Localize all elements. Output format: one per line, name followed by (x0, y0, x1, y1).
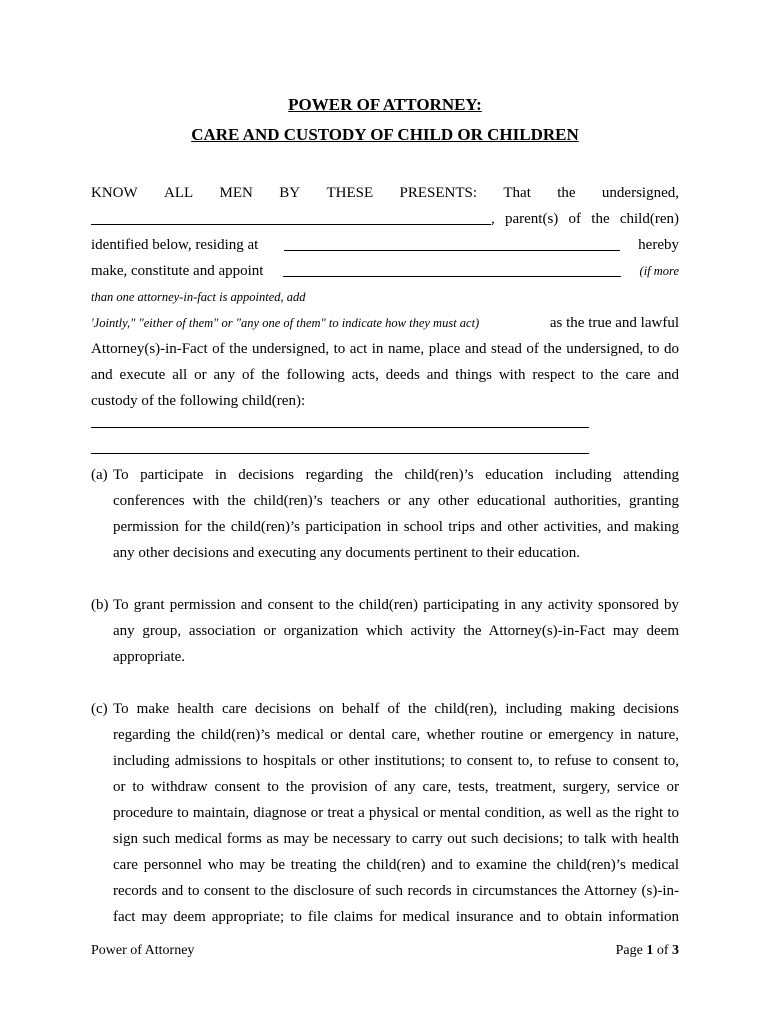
intro-line-1: KNOW ALL MEN BY THESE PRESENTS: That the undersigned, (91, 185, 679, 201)
intro-line-2: , parent(s) of the child(ren) (91, 206, 679, 232)
intro-line-6: 'Jointly," "either of them" or "any one of them" to indicate how they must act) as the true and lawful (91, 315, 679, 331)
child-name-blank-2[interactable] (91, 453, 589, 454)
parent-name-blank[interactable] (91, 206, 491, 225)
intro-line-5: than one attorney-in-fact is appointed, add (91, 290, 306, 304)
footer-title: Power of Attorney (91, 943, 195, 958)
attorney-in-fact-blank[interactable] (283, 258, 621, 277)
intro-line-9: custody of the following child(ren): (91, 393, 306, 409)
intro-line-4: make, constitute and appoint (if more (91, 258, 679, 284)
intro-paragraph (91, 180, 679, 414)
item-label: (c) (91, 701, 108, 717)
item-a: (a) To participate in decisions regarding the child(ren)’s education including attending conferences with the child(ren)’s teachers or any other educational authorities, granting permission for the child(ren)’s participation in school trips and other activities, and making any other decisions and executing any documents pertinent to their education. (91, 462, 679, 566)
document-subtitle: CARE AND CUSTODY OF CHILD OR CHILDREN (191, 125, 579, 144)
intro-line-7: Attorney(s)-in-Fact of the undersigned, to act in name, place and stead of the undersigned, to do (91, 341, 679, 357)
child-name-blank-1[interactable] (91, 427, 589, 428)
intro-line-3: identified below, residing at hereby (91, 232, 679, 258)
document-title: POWER OF ATTORNEY: (288, 95, 482, 114)
item-label: (a) (91, 467, 108, 483)
item-c: (c) To make health care decisions on behalf of the child(ren), including making decisions regarding the child(ren)’s medical or dental care, whether routine or emergency in nature, including admissions to hospitals or other institutions; to consent to, to refuse to consent to, or to withdraw consent to the provision of any care, tests, treatment, surgery, service or procedure to maintain, diagnose or treat a physical or mental condition, as well as the right to sign such medical forms as may be necessary to carry out such decisions; to talk with health care personnel who may be treating the child(ren) and to examine the child(ren)’s medical records and to consent to the disclosure of such records in circumstances the Attorney (s)-in- fact may deem appropriate; to file claims for medical insurance and to obtain information (91, 696, 679, 930)
item-b: (b) To grant permission and consent to the child(ren) participating in any activity sponsored by any group, association or organization which activity the Attorney(s)-in-Fact may deem appropriate. (91, 592, 679, 670)
intro-line-8: and execute all or any of the following acts, deeds and things with respect to the care and (91, 367, 679, 383)
page-number: Page 1 of 3 (615, 943, 679, 958)
residence-blank[interactable] (284, 232, 620, 251)
item-label: (b) (91, 597, 109, 613)
